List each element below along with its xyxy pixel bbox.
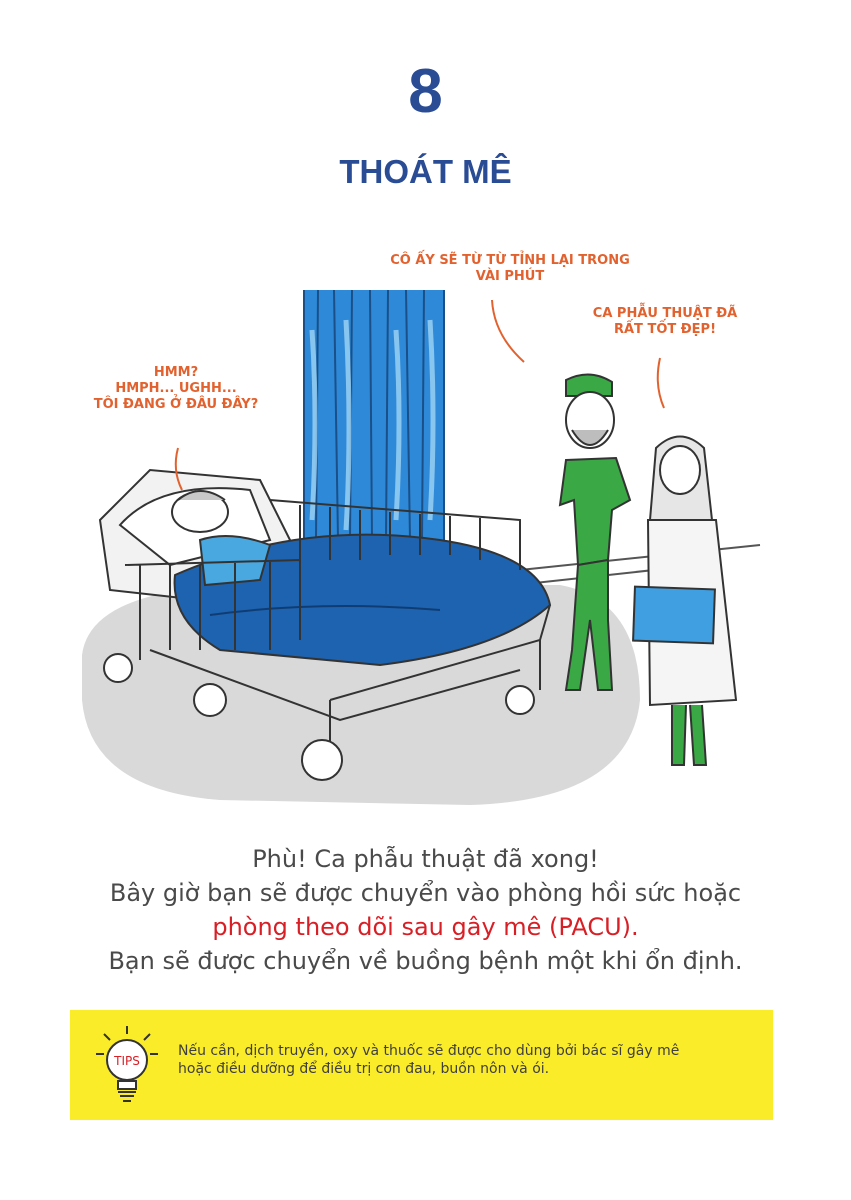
patient-speech-line: HMPH... UGHH...	[115, 381, 237, 396]
tips-text	[178, 1042, 748, 1078]
lightbulb-tips-icon	[92, 1024, 162, 1108]
body-line: Phù! Ca phẫu thuật đã xong!	[252, 845, 599, 873]
tips-icon-label: TIPS	[114, 1054, 140, 1068]
body-line: Bạn sẽ được chuyển về buồng bệnh một khi ổn định.	[108, 947, 743, 975]
nurse-speech-line: CA PHẪU THUẬT ĐÃ	[592, 306, 738, 321]
tips-line: Nếu cần, dịch truyền, oxy và thuốc sẽ được cho dùng bởi bác sĩ gây mê	[178, 1043, 680, 1059]
patient-speech-line: TÔI ĐANG Ở ĐÂU ĐÂY?	[93, 397, 259, 412]
doctor-speech-line: CÔ ẤY SẼ TỪ TỪ TỈNH LẠI TRONG	[390, 253, 630, 268]
nurse-speech-line: RẤT TỐT ĐẸP!	[613, 322, 716, 337]
chapter-title: THOÁT MÊ	[339, 153, 512, 190]
doctor-speech	[370, 253, 650, 285]
curtain	[304, 290, 444, 540]
patient-speech	[56, 365, 296, 413]
patient-speech-line: HMM?	[153, 365, 199, 380]
chapter-number: 8	[408, 57, 443, 126]
tips-box	[70, 1010, 773, 1120]
doctor-speech-line: VÀI PHÚT	[475, 269, 545, 284]
body-paragraph	[0, 842, 851, 978]
body-highlight-line: phòng theo dõi sau gây mê (PACU).	[212, 913, 639, 941]
nurse-speech	[570, 306, 760, 338]
nurse-figure	[633, 437, 736, 766]
body-line: Bây giờ bạn sẽ được chuyển vào phòng hồi sức hoặc	[109, 879, 742, 907]
tips-line: hoặc điều dưỡng để điều trị cơn đau, buồn nôn và ói.	[178, 1061, 550, 1077]
